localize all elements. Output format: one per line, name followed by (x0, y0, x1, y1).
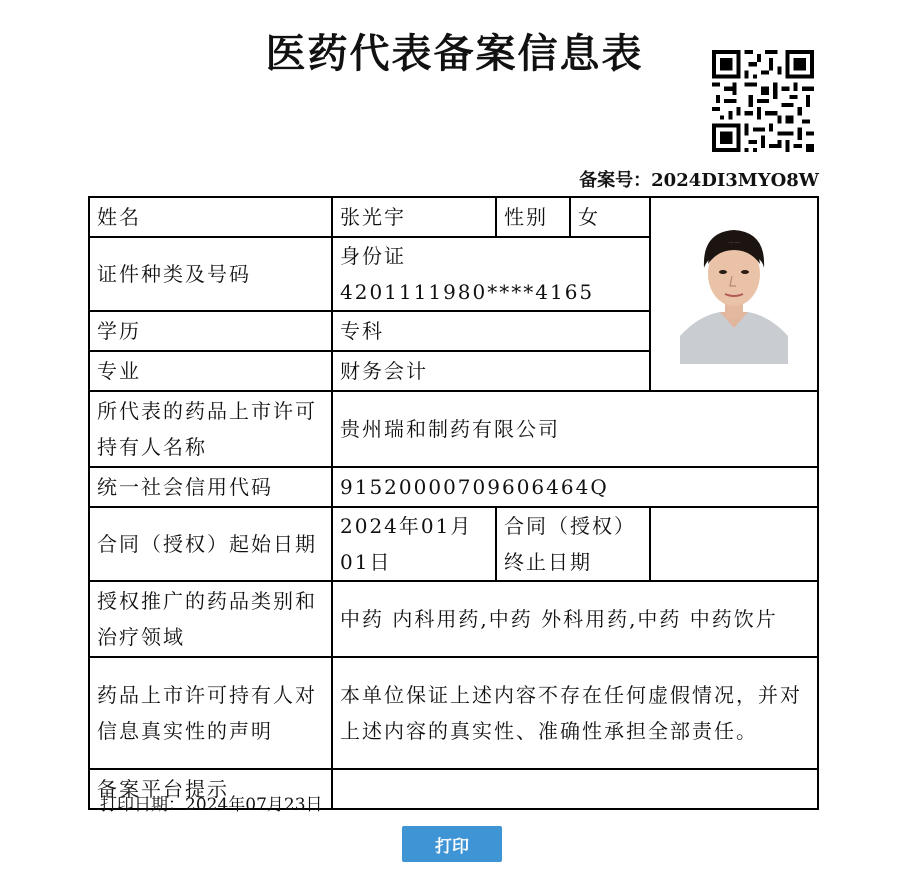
id-label: 证件种类及号码 (89, 237, 332, 311)
credit-code-value: 91520000709606464Q (332, 467, 818, 507)
education-label: 学历 (89, 311, 332, 351)
record-number: 备案号：2024DI3MYO8W (579, 170, 819, 191)
table-row (89, 467, 818, 507)
platform-notice-label: 备案平台提示 (89, 769, 332, 809)
portrait-photo (680, 224, 788, 364)
education-value: 专科 (332, 311, 650, 351)
contract-start-value: 2024年01月01日 (332, 507, 496, 581)
name-label: 姓名 (89, 197, 332, 237)
table-row (89, 507, 818, 581)
gender-value: 女 (570, 197, 650, 237)
gender-label: 性别 (496, 197, 570, 237)
holder-label: 所代表的药品上市许可持有人名称 (89, 391, 332, 467)
holder-value: 贵州瑞和制药有限公司 (332, 391, 818, 467)
photo-cell (650, 197, 818, 391)
table-row (89, 657, 818, 769)
credit-code-label: 统一社会信用代码 (89, 467, 332, 507)
id-value: 身份证 4201111980****4165 (332, 237, 650, 311)
print-date: 打印日期：2024年07月23日 (100, 795, 323, 815)
platform-notice-value (332, 769, 818, 809)
major-value: 财务会计 (332, 351, 650, 391)
table-row (89, 197, 818, 237)
declaration-label: 药品上市许可持有人对信息真实性的声明 (89, 657, 332, 769)
contract-start-label: 合同（授权）起始日期 (89, 507, 332, 581)
table-row (89, 391, 818, 467)
category-label: 授权推广的药品类别和治疗领域 (89, 581, 332, 657)
table-row (89, 581, 818, 657)
name-value: 张光宇 (332, 197, 496, 237)
category-value: 中药 内科用药,中药 外科用药,中药 中药饮片 (332, 581, 818, 657)
contract-end-value (650, 507, 818, 581)
declaration-value: 本单位保证上述内容不存在任何虚假情况，并对上述内容的真实性、准确性承担全部责任。 (332, 657, 818, 769)
page-title: 医药代表备案信息表 (265, 30, 644, 77)
print-button[interactable]: 打印 (402, 826, 502, 862)
contract-end-label: 合同（授权）终止日期 (496, 507, 650, 581)
major-label: 专业 (89, 351, 332, 391)
info-table (88, 196, 819, 810)
qr-code-icon (712, 50, 814, 152)
